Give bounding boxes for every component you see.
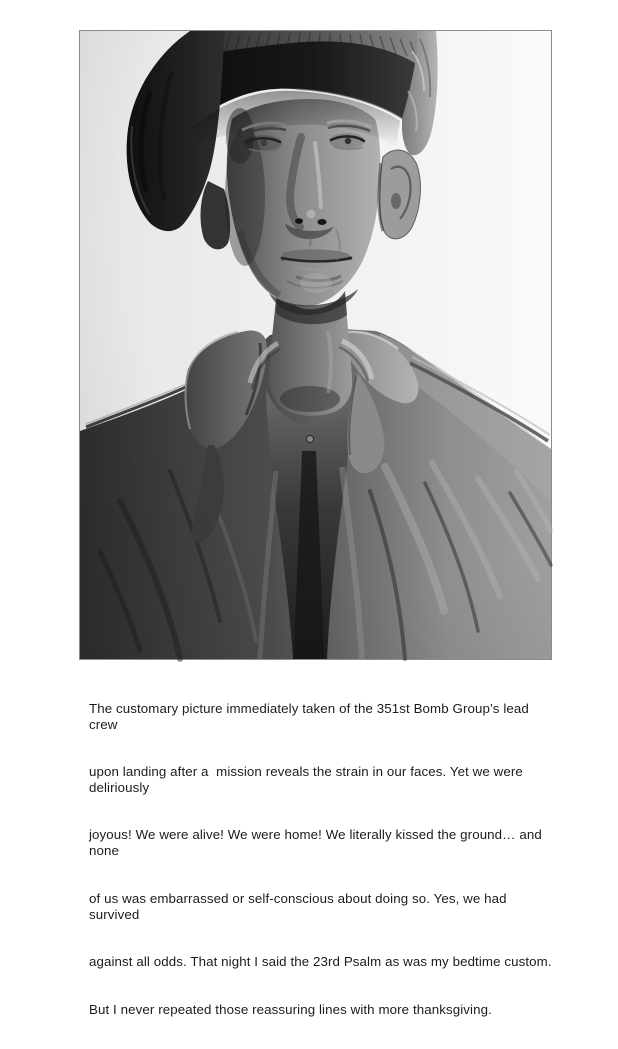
caption-line: joyous! We were alive! We were home! We literally kissed the ground… and none [89,827,546,859]
caption-line: But I never repeated those reassuring lines with more thanksgiving. [89,1001,492,1017]
photo-vignette [80,31,551,659]
caption-line: upon landing after a mission reveals the strain in our faces. Yet we were deliriously [89,764,527,795]
sculpture-photo [79,30,552,660]
sculpture-illustration [80,31,551,659]
caption-line: of us was embarrassed or self-conscious about doing so. Yes, we had survived [89,890,511,922]
caption-line: against all odds. That night I said the 23rd Psalm as was my bedtime custom. [89,954,552,970]
photo-caption [89,669,559,1049]
caption-line: The customary picture immediately taken of the 351st Bomb Group’s lead crew [89,700,533,732]
